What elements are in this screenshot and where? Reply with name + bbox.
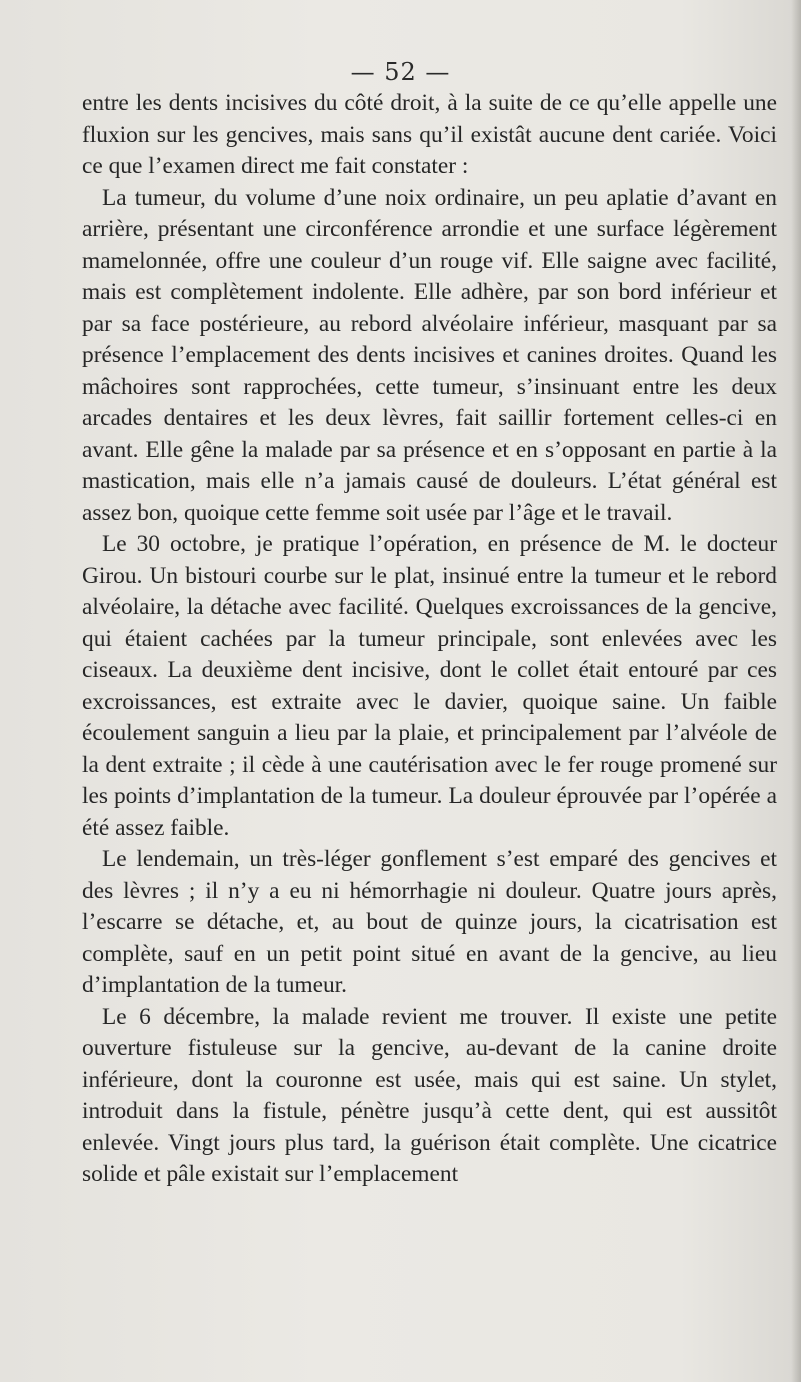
page-edge-shadow: [791, 0, 801, 1382]
paragraph-tumor-description: La tumeur, du volume d’une noix ordinaire, un peu aplatie d’avant en arrière, présentant une circonférence arrondie et une surface légèrement mamelonnée, offre une couleur d’un rouge vif. Elle saigne avec facilité, mais est complètement indolente. Elle adhère, par son bord inférieur et par sa face postérieure, au rebord alvéolaire inférieur, masquant par sa présence l’emplacement des dents incisives et canines droites. Quand les mâchoires sont rapprochées, cette tumeur, s’insinuant entre les deux arcades dentaires et les deux lèvres, fait saillir fortement celles-ci en avant. Elle gêne la malade par sa présence et en s’opposant en partie à la mastication, mais elle n’a jamais causé de douleurs. L’état général est assez bon, quoique cette femme soit usée par l’âge et le travail.: [82, 184, 777, 526]
paragraph-continuation: entre les dents incisives du côté droit, à la suite de ce qu’elle appelle une fluxion sur les gencives, mais sans qu’il existât aucune dent cariée. Voici ce que l’examen direct me fait constater :: [82, 90, 777, 179]
body-text: [82, 88, 777, 1191]
paragraph-operation: Le 30 octobre, je pratique l’opération, en présence de M. le docteur Girou. Un bistouri courbe sur le plat, insinué entre la tumeur et le rebord alvéolaire, la détache avec facilité. Quelques excroissances de la gencive, qui étaient cachées par la tumeur principale, sont enlevées avec les ciseaux. La deuxième dent incisive, dont le collet était entouré par ces excroissances, est extraite avec le davier, quoique saine. Un faible écoulement sanguin a lieu par la plaie, et principalement par l’alvéole de la dent extraite ; il cède à une cautérisation avec le fer rouge promené sur les points d’implantation de la tumeur. La douleur éprouvée par l’opérée a été assez faible.: [82, 531, 777, 841]
paragraph-recovery: Le lendemain, un très-léger gonflement s’est emparé des gencives et des lèvres ; il n’y a eu ni hémorrhagie ni douleur. Quatre jours après, l’escarre se détache, et, au bout de quinze jours, la cicatrisation est complète, sauf en un petit point situé en avant de la gencive, au lieu d’implantation de la tumeur.: [82, 846, 777, 998]
paragraph-follow-up: Le 6 décembre, la malade revient me trouver. Il existe une petite ouverture fistuleuse sur la gencive, au-devant de la canine droite inférieure, dont la couronne est usée, mais qui est saine. Un stylet, introduit dans la fistule, pénètre jusqu’à cette dent, qui est aussitôt enlevée. Vingt jours plus tard, la guérison était complète. Une cicatrice solide et pâle existait sur l’emplacement: [82, 1003, 777, 1187]
page-number: — 52 —: [350, 58, 451, 86]
